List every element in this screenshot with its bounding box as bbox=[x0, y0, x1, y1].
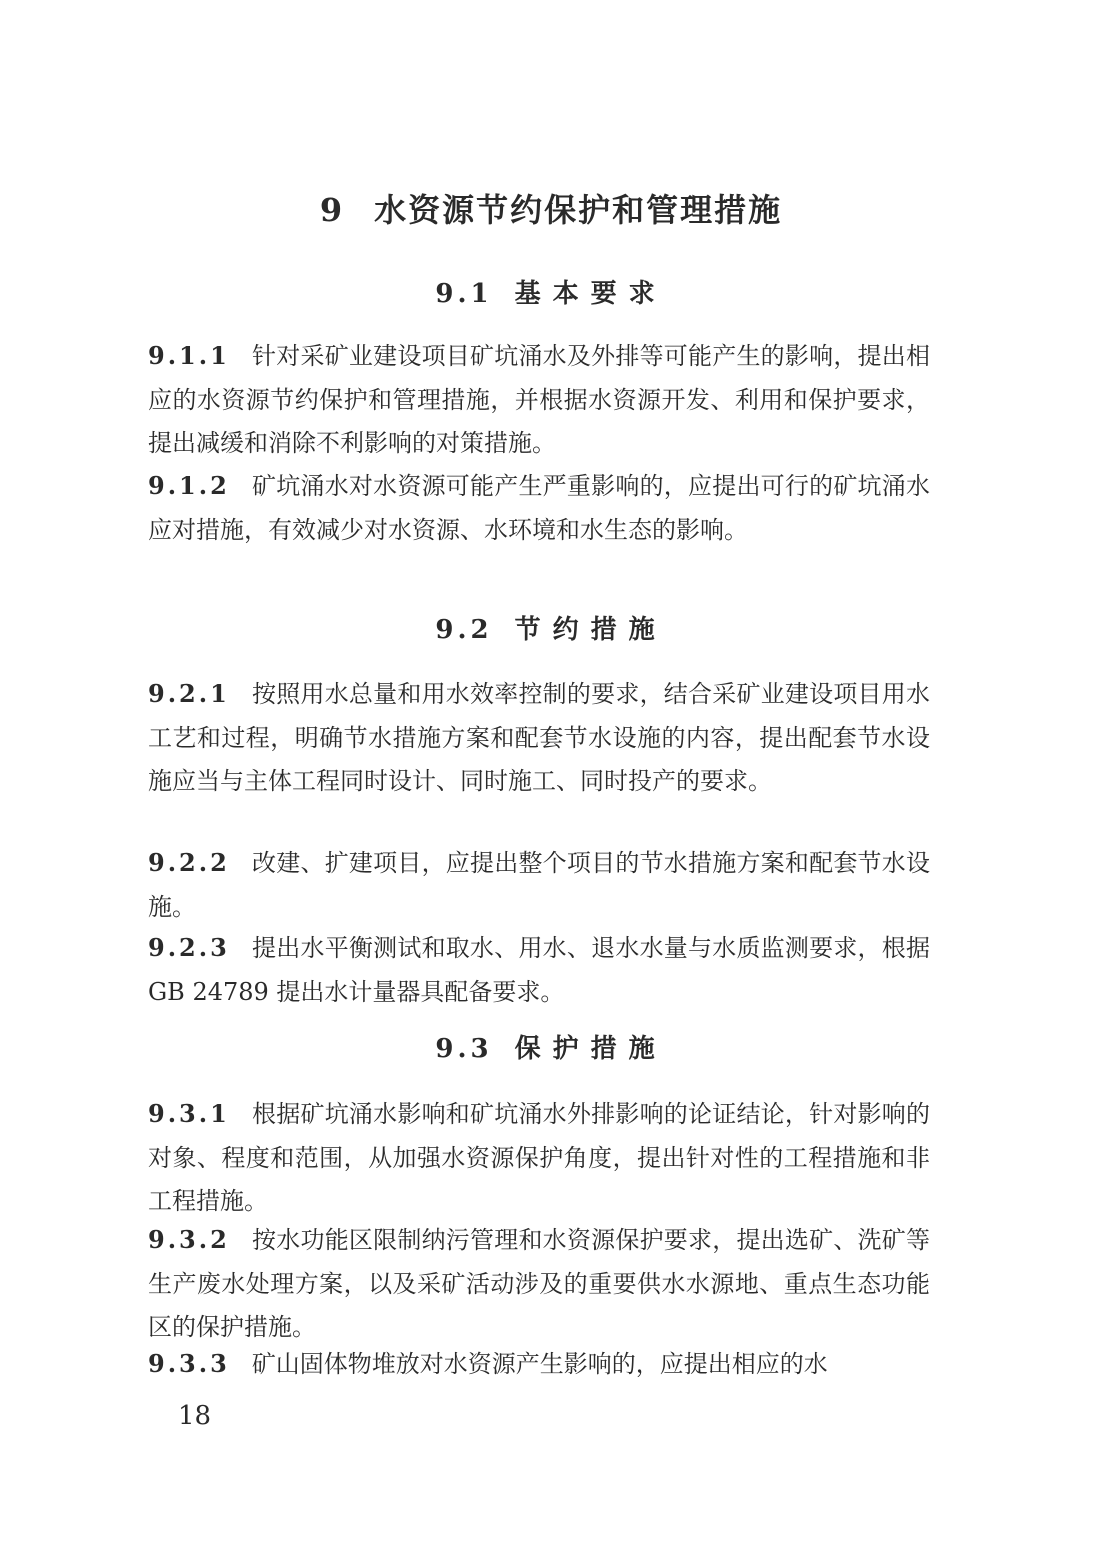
clause-number: 9.2.1 bbox=[148, 679, 230, 708]
section-heading-9-2 bbox=[0, 610, 1102, 650]
page-number: 18 bbox=[178, 1401, 212, 1431]
section-heading-9-3 bbox=[0, 1029, 1102, 1069]
clause-number: 9.3.2 bbox=[148, 1225, 230, 1254]
section-title-text: 基本要求 bbox=[514, 279, 667, 309]
clause-9-2-2 bbox=[148, 841, 930, 929]
clause-text: 根据矿坑涌水影响和矿坑涌水外排影响的论证结论，针对影响的对象、程度和范围，从加强水资源保护角度，提出针对性的工程措施和非工程措施。 bbox=[148, 1100, 930, 1215]
clause-text: 矿山固体物堆放对水资源产生影响的，应提出相应的水 bbox=[251, 1350, 828, 1378]
section-title-text: 节约措施 bbox=[514, 615, 667, 645]
section-title-text: 保护措施 bbox=[514, 1034, 667, 1064]
clause-9-3-1 bbox=[148, 1092, 930, 1224]
clause-9-1-1 bbox=[148, 334, 930, 466]
clause-number: 9.1.2 bbox=[148, 471, 230, 500]
clause-text: 矿坑涌水对水资源可能产生严重影响的，应提出可行的矿坑涌水应对措施，有效减少对水资源、水环境和水生态的影响。 bbox=[148, 472, 930, 544]
clause-text: 改建、扩建项目，应提出整个项目的节水措施方案和配套节水设施。 bbox=[148, 849, 930, 921]
chapter-number: 9 bbox=[319, 191, 345, 229]
clause-9-3-3 bbox=[148, 1342, 930, 1387]
clause-text: 针对采矿业建设项目矿坑涌水及外排等可能产生的影响，提出相应的水资源节约保护和管理措施，并根据水资源开发、利用和保护要求，提出减缓和消除不利影响的对策措施。 bbox=[148, 342, 930, 457]
section-number: 9.3 bbox=[435, 1034, 493, 1064]
chapter-title-text: 水资源节约保护和管理措施 bbox=[374, 191, 783, 229]
clause-number: 9.2.3 bbox=[148, 933, 230, 962]
section-number: 9.1 bbox=[435, 279, 493, 309]
clause-9-1-2 bbox=[148, 464, 930, 552]
chapter-title bbox=[0, 182, 1102, 238]
clause-9-2-3 bbox=[148, 926, 930, 1014]
clause-text: 按水功能区限制纳污管理和水资源保护要求，提出选矿、洗矿等生产废水处理方案，以及采矿活动涉及的重要供水水源地、重点生态功能区的保护措施。 bbox=[148, 1226, 930, 1341]
clause-9-2-1 bbox=[148, 672, 930, 804]
section-heading-9-1 bbox=[0, 274, 1102, 314]
clause-number: 9.3.1 bbox=[148, 1099, 230, 1128]
section-number: 9.2 bbox=[435, 615, 493, 645]
clause-9-3-2 bbox=[148, 1218, 930, 1350]
clause-number: 9.2.2 bbox=[148, 848, 230, 877]
clause-number: 9.3.3 bbox=[148, 1349, 230, 1378]
clause-text: 提出水平衡测试和取水、用水、退水水量与水质监测要求，根据 GB 24789 提出水计量器具配备要求。 bbox=[148, 934, 930, 1006]
clause-text: 按照用水总量和用水效率控制的要求，结合采矿业建设项目用水工艺和过程，明确节水措施方案和配套节水设施的内容，提出配套节水设施应当与主体工程同时设计、同时施工、同时投产的要求。 bbox=[148, 680, 930, 795]
clause-number: 9.1.1 bbox=[148, 341, 230, 370]
